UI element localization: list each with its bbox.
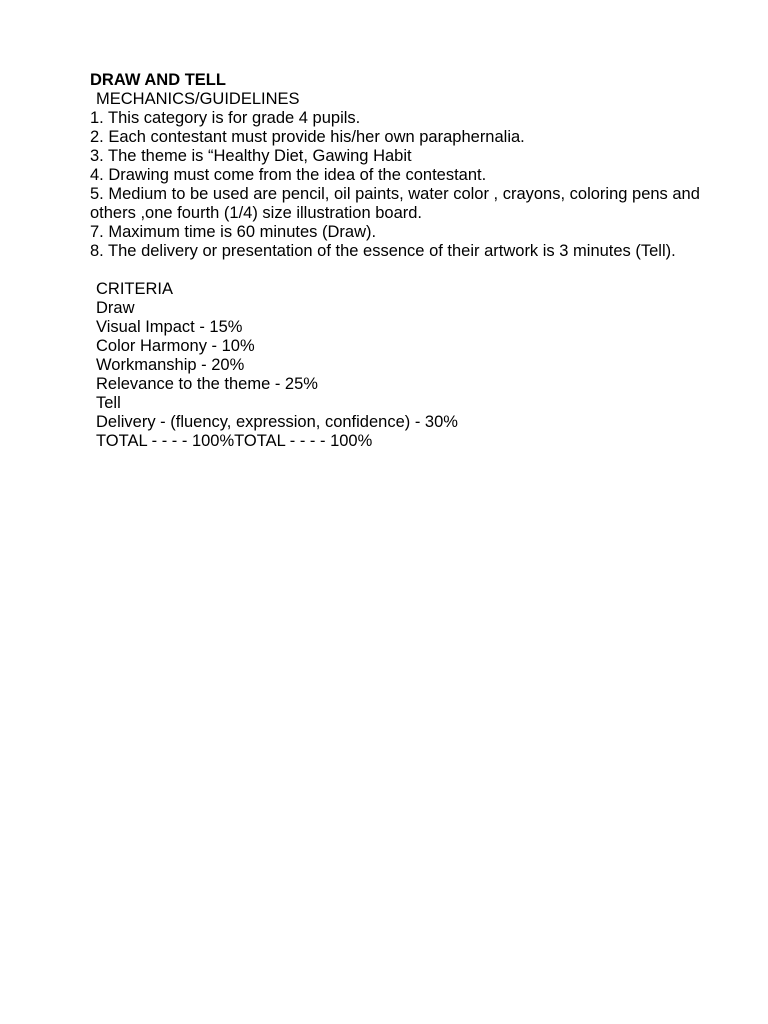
guideline-item: 4. Drawing must come from the idea of the contestant. <box>90 166 487 184</box>
mechanics-heading: MECHANICS/GUIDELINES <box>96 90 300 108</box>
criteria-item: Relevance to the theme - 25% <box>96 375 318 393</box>
guideline-item: 1. This category is for grade 4 pupils. <box>90 109 361 127</box>
criteria-item: Visual Impact - 15% <box>96 318 243 336</box>
criteria-total: TOTAL - - - - 100%TOTAL - - - - 100% <box>96 432 373 450</box>
document-body <box>90 71 710 451</box>
guideline-item: 3. The theme is “Healthy Diet, Gawing Habit <box>90 147 412 165</box>
criteria-heading: CRITERIA <box>96 280 174 298</box>
criteria-item: Draw <box>96 299 135 317</box>
document-title: DRAW AND TELL <box>90 71 226 89</box>
section-spacer <box>90 261 710 280</box>
guideline-item: 2. Each contestant must provide his/her own paraphernalia. <box>90 128 525 146</box>
criteria-item: Delivery - (fluency, expression, confidence) - 30% <box>96 413 458 431</box>
criteria-item: Workmanship - 20% <box>96 356 245 374</box>
guideline-item: 5. Medium to be used are pencil, oil paints, water color , crayons, coloring pens and others ,one fourth (1/4) size illustration board. <box>90 185 705 222</box>
guideline-item: 7. Maximum time is 60 minutes (Draw). <box>90 223 377 241</box>
criteria-item: Color Harmony - 10% <box>96 337 255 355</box>
guideline-item: 8. The delivery or presentation of the essence of their artwork is 3 minutes (Tell). <box>90 242 676 260</box>
criteria-item: Tell <box>96 394 121 412</box>
